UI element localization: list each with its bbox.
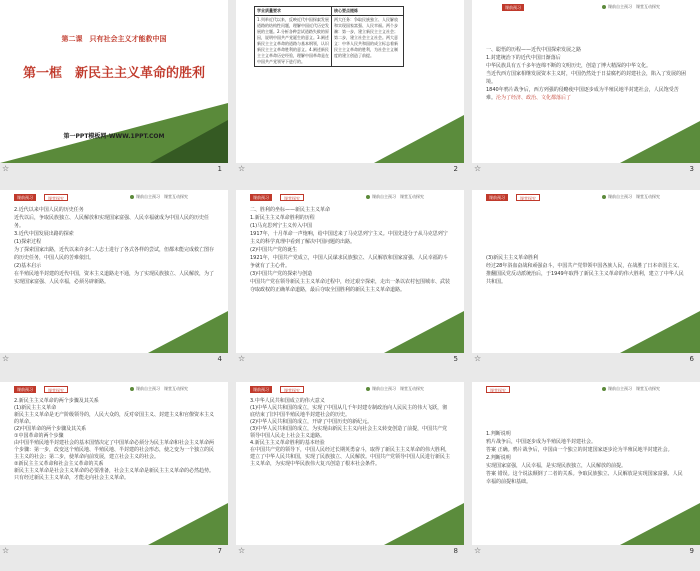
text-line: 中华民族具有五千多年连绵不断的文明历史，创造了博大精深的中华文化。	[486, 63, 652, 69]
header-link[interactable]: 课前自主预习 课堂互动探究	[602, 386, 660, 392]
slide-thumbnail-2[interactable]	[236, 0, 464, 175]
website-label: 第一PPT模板网-WWW.1PPT.COM	[63, 133, 165, 140]
slide-thumbnail-7[interactable]	[0, 382, 228, 557]
text-line: 新民主主义革命是社会主义革命的必要准备，社会主义革命是新民主主义革命的必然趋势。只有经过新民主主义革命，才能走向社会主义革命。	[14, 468, 215, 481]
slide-thumbnail-1[interactable]	[0, 0, 228, 175]
slide-page	[0, 382, 228, 545]
tab-preview[interactable]: 课前预习	[486, 194, 508, 201]
star-icon[interactable]: ☆	[474, 546, 482, 555]
slide-thumbnail-4[interactable]	[0, 190, 228, 365]
slide-number: 3	[689, 165, 694, 173]
green-corner	[620, 121, 700, 163]
text-line: 2.新民主主义革命的两个步骤及其关系	[14, 398, 99, 404]
text-line: (3)新民主主义革命胜利	[486, 255, 539, 261]
slide-number: 1	[217, 165, 222, 173]
header-link[interactable]: 课前自主预习 课堂互动探究	[366, 386, 424, 392]
table-cell: 1.列举近代以来，反映近代中国探索发展道路的结构性问题，理解中国近代历史发展的主题。2.分析各种尝试道路失败的原因，说明中国共产党诞生的意义。3.阐述新民主主义革命的道路与基本纲领，认识新民主主义革命胜利的意义。4.阐述新民主主义革命历史经验，理解中国革命是在中国共产党领导下进行的。	[255, 16, 332, 67]
text-line: 在半殖民地半封建的近代中国，资本主义道路走不通，为了实现民族独立、人民解放，为了实现国家富强、人民幸福，必须另辟新路。	[14, 271, 215, 285]
slide-body	[486, 46, 686, 102]
star-icon[interactable]: ☆	[238, 354, 246, 363]
tab-explore[interactable]: 课堂探究	[44, 386, 68, 393]
slide-page	[236, 0, 464, 163]
slide-page	[236, 190, 464, 353]
slide-number: 9	[689, 547, 694, 555]
green-corner	[620, 311, 700, 353]
text-line: 1.判断说明	[486, 431, 511, 437]
text-line: 为了探索国家出路，近代以来许多仁人志士进行了各式各样的尝试，但都未能完成救亡图存的历史任务，中国人民的苦难依旧。	[14, 247, 215, 261]
header-link[interactable]: 课前自主预习 课堂互动探究	[602, 4, 660, 10]
tab-preview[interactable]: 课前预习	[14, 194, 36, 201]
header-link[interactable]: 课前自主预习 课堂互动探究	[130, 194, 188, 200]
tab-explore[interactable]: 课堂探究	[280, 194, 304, 201]
text-line: 1.封建统治下的近代中国日渐落后	[486, 55, 561, 61]
slide-thumbnail-6[interactable]	[472, 190, 700, 365]
header-link[interactable]: 课前自主预习 课堂互动探究	[602, 194, 660, 200]
text-line: 1.新民主主义革命胜利的历程	[250, 215, 315, 221]
tab-preview[interactable]: 课前预习	[250, 386, 272, 393]
star-icon[interactable]: ☆	[474, 354, 482, 363]
text-line: 2.判断说明	[486, 455, 511, 461]
tab-explore[interactable]: 课堂探究	[44, 194, 68, 201]
lesson-title: 第二课 只有社会主义才能救中国	[61, 34, 167, 43]
text-line: 1840年鸦片战争后，西方列强的侵略使中国逐步成为半殖民地半封建社会，人民饱受苦难。沦为了经济、政治、文化都落后了	[486, 87, 679, 101]
slide-body	[486, 430, 686, 486]
star-icon[interactable]: ☆	[238, 164, 246, 173]
text-line: 新民主主义革命是无产阶级领导的，人民大众的，反对帝国主义、封建主义和官僚资本主义的革命。	[14, 412, 215, 425]
tab-explore[interactable]: 课堂探究	[486, 386, 510, 393]
text-line: (2)基本启示	[14, 263, 42, 269]
requirements-table	[254, 6, 404, 67]
text-line: (1)马克思列宁主义传入中国	[250, 223, 313, 229]
text-line: (3)中国共产党的探索与创造	[250, 271, 313, 277]
answer-line: 答案 错误。这个说法颠倒了二者的关系。争取民族独立、人民解放是实现国家富强、人民幸福的前提和基础。	[486, 471, 683, 485]
star-icon[interactable]: ☆	[2, 164, 10, 173]
slide-thumbnail-9[interactable]	[472, 382, 700, 557]
text-line: (1)中华人民共和国的成立，实现了中国从几千年封建专制政治向人民民主的伟大飞跃，彻底结束了旧中国半殖民地半封建社会的历史。	[250, 405, 448, 418]
text-line: 中国共产党在领导新民主主义革命过程中，经过艰辛探索，走出一条以农村包围城市、武装夺取政权的正确革命道路，最后夺取全国胜利的新民主主义革命道路。	[250, 279, 451, 293]
star-icon[interactable]: ☆	[2, 546, 10, 555]
slide-number: 6	[689, 355, 694, 363]
header-link[interactable]: 课前自主预习 课堂互动探究	[130, 386, 188, 392]
text-line: 2.近代以来中国人民的历史任务	[14, 207, 84, 213]
text-line: 4.新民主主义革命胜利的基本经验	[250, 440, 325, 446]
text-line: 当近代西方国家相继发展资本主义时，中国仍然处于日益腐朽的封建社会，陷入了发展的困境。	[486, 71, 687, 85]
slide-thumbnail-5[interactable]	[236, 190, 464, 365]
green-corner	[374, 115, 464, 163]
text-line: (1)探索过程	[14, 239, 42, 245]
tab-preview[interactable]: 课前预习	[14, 386, 36, 393]
slide-page	[236, 382, 464, 545]
slide-body	[250, 206, 450, 294]
text-line: (2)中国共产党的诞生	[250, 247, 298, 253]
slide-number: 8	[453, 547, 458, 555]
header-link[interactable]: 课前自主预习 课堂互动探究	[366, 194, 424, 200]
table-header: 学业质量要求	[255, 7, 332, 16]
star-icon[interactable]: ☆	[2, 354, 10, 363]
text-line: 鸦片战争后，中国逐步成为半殖民地半封建社会。	[486, 439, 597, 445]
tab-explore[interactable]: 课堂探究	[516, 194, 540, 201]
green-corner	[148, 311, 228, 353]
text-line: 二、胜利的坐标——新民主主义革命	[250, 207, 331, 213]
text-line: 3.近代中国发展出路的探索	[14, 231, 74, 237]
heading: 一、聪悟的历程——近代中国探索发展之路	[486, 47, 582, 53]
green-corner	[620, 503, 700, 545]
slide-page	[472, 190, 700, 353]
slide-page	[0, 190, 228, 353]
answer-line: 答案 正确。鸦片战争后，中国由一个独立的封建国家逐步沦为半殖民地半封建社会。	[486, 447, 673, 453]
slide-title: 第一框 新民主主义革命的胜利	[22, 66, 205, 81]
text-line: 1921年，中国共产党成立，中国人民谋求民族独立、人民解放和国家富强、人民幸福的斗争就有了主心骨。	[250, 255, 448, 269]
slide-number: 4	[217, 355, 222, 363]
text-line: 近代以后，争取民族独立、人民解放和实现国家富强、人民幸福就成为中国人民的历史任务。	[14, 215, 210, 229]
table-header: 核心要点提炼	[332, 7, 404, 16]
tab-explore[interactable]: 课堂探究	[280, 386, 304, 393]
slide-thumbnail-8[interactable]	[236, 382, 464, 557]
text-line: 3.中华人民共和国成立的伟大意义	[250, 398, 325, 404]
slide-body	[14, 398, 214, 482]
slide-page	[472, 0, 700, 163]
tab-preview[interactable]: 课前预习	[502, 4, 524, 11]
tab-preview[interactable]: 课前预习	[250, 194, 272, 201]
text-line: 实现国家富强，人民幸福，是实现民族独立，人民解放的前提。	[486, 463, 627, 469]
slide-thumbnail-3[interactable]	[472, 0, 700, 175]
text-line: 1917年，十月革命一声炮响，给中国送来了马克思列宁主义。中国先进分子从马克思列宁主义的科学真理中看到了解决中国问题的出路。	[250, 231, 448, 245]
text-line: 经过28年浴血奋战和顽强奋斗，中国共产党带领中国各族人民，在战胜了日本帝国主义、推翻国民党反动派统治后，于1949年取得了新民主主义革命的伟大胜利，建立了中华人民共和国。	[486, 263, 684, 285]
slide-body	[250, 398, 450, 468]
text-line: (2)中国革命的两个步骤及其关系	[14, 426, 87, 432]
text-line: 由中国半殖民地半封建社会的基本国情决定了中国革命必须分为民主革命和社会主义革命两个步骤：第一步，改变这个殖民地、半殖民地、半封建的社会形态，使之变为一个独立的民主主义的社会；第二步，使革命向前发展，建立社会主义的社会。	[14, 440, 215, 460]
star-icon[interactable]: ☆	[238, 546, 246, 555]
star-icon[interactable]: ☆	[474, 164, 482, 173]
text-line: (2)中华人民共和国的成立，开辟了中国历史的新纪元。	[250, 419, 373, 425]
slide-body	[14, 206, 214, 286]
slide-number: 7	[217, 547, 222, 555]
text-line: (1)新民主主义革命	[14, 405, 57, 411]
table-cell: 两大任务：争取民族独立、人民解放和实现国家富强、人民幸福。两个步骤：第一步，建立新民主主义社会；第二步，建立社会主义社会。两大意义：中华人民共和国的成立标志着新民主主义革命的胜利，为社会主义制度的建立创造了前提。	[332, 16, 404, 67]
slide-number: 2	[453, 165, 458, 173]
slide-page	[0, 0, 228, 163]
slide-body	[486, 254, 686, 286]
green-corner	[148, 503, 228, 545]
slide-number: 5	[453, 355, 458, 363]
text-line: ①中国革命的两个步骤	[14, 433, 64, 439]
green-corner	[384, 311, 464, 353]
text-line: ②新民主主义革命和社会主义革命的关系	[14, 461, 104, 467]
slide-page	[472, 382, 700, 545]
green-corner	[384, 503, 464, 545]
text-line: (3)中华人民共和国的成立，为实现由新民主主义向社会主义转变创造了前提，中国共产党领导中国人民走上社会主义道路。	[250, 426, 448, 439]
text-line: 在中国共产党的领导下，中国人民经过长期英勇奋斗，取得了新民主主义革命的伟大胜利，建立了中华人民共和国，实现了民族独立、人民解放。中国共产党领导中国人民进行新民主主义革命，为实现中华民族伟大复兴创造了根本社会条件。	[250, 447, 451, 467]
